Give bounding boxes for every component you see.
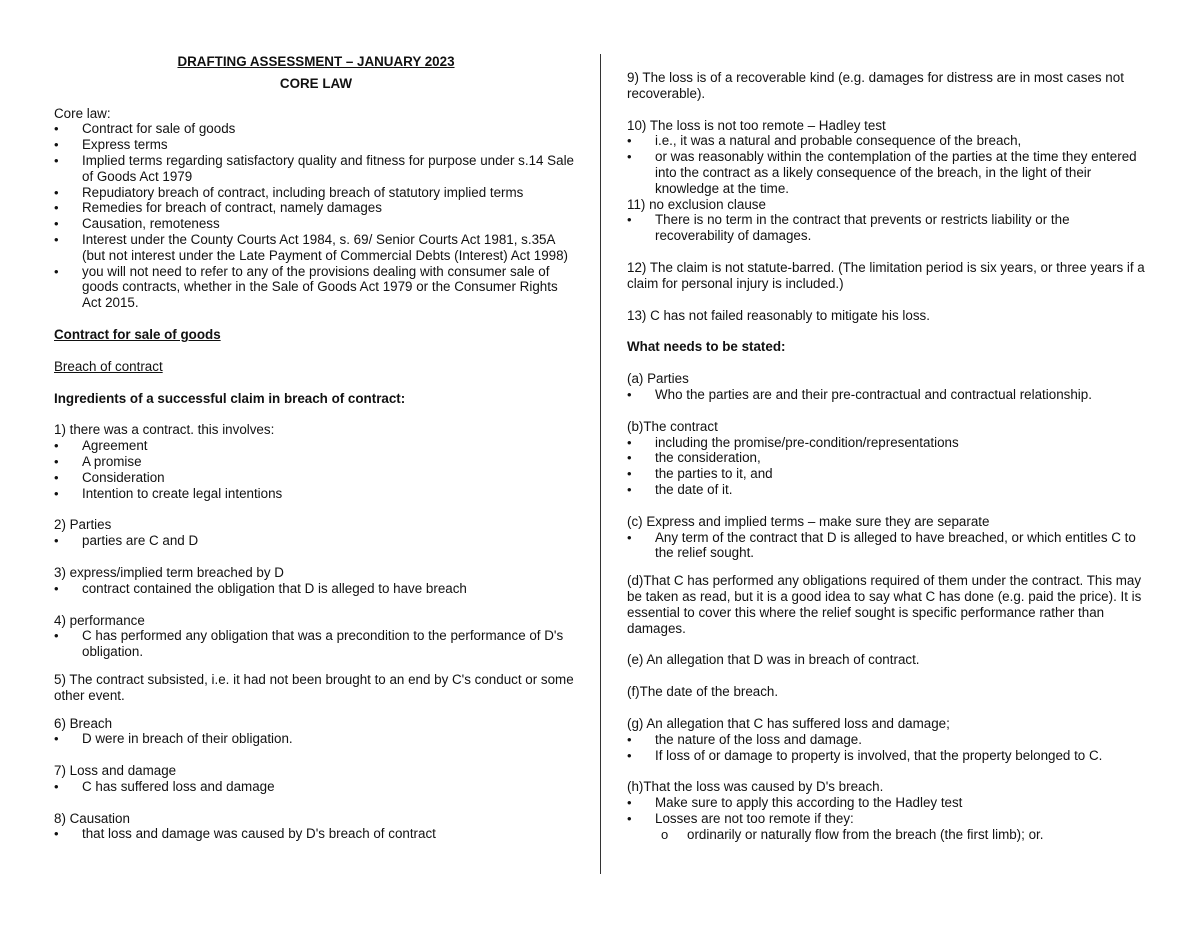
ingredient-3: 3) express/implied term breached by D xyxy=(54,564,284,580)
ingredient-7: 7) Loss and damage xyxy=(54,763,177,779)
list-item: • the consideration, xyxy=(627,450,1149,466)
ingredient-13: 13) C has not failed reasonably to mitigate his loss. xyxy=(627,307,930,323)
section-heading-breach: Breach of contract xyxy=(54,358,163,374)
ingredient-6: 6) Breach xyxy=(54,715,113,731)
list-item: • Contract for sale of goods xyxy=(54,121,578,137)
ingredient-1-list xyxy=(54,438,578,501)
list-item: • Remedies for breach of contract, namely damages xyxy=(54,200,578,216)
ingredient-2: 2) Parties xyxy=(54,517,112,533)
ingredient-7-list xyxy=(54,779,578,795)
section-heading-contract: Contract for sale of goods xyxy=(54,326,221,342)
stated-a-list xyxy=(627,387,1149,403)
ingredient-4: 4) performance xyxy=(54,612,145,628)
list-item: • the date of it. xyxy=(627,482,1149,498)
stated-b: (b)The contract xyxy=(627,418,718,434)
list-item: • D were in breach of their obligation. xyxy=(54,731,578,747)
list-item: • If loss of or damage to property is involved, that the property belonged to C. xyxy=(627,748,1149,764)
list-item: • Implied terms regarding satisfactory quality and fitness for purpose under s.14 Sale of Goods Act 1979 xyxy=(54,153,578,185)
ingredient-5: 5) The contract subsisted, i.e. it had not been brought to an end by C's conduct or some other event. xyxy=(54,671,574,703)
ingredient-3-list xyxy=(54,581,578,597)
ingredient-1: 1) there was a contract. this involves: xyxy=(54,422,275,438)
document-subtitle: CORE LAW xyxy=(279,75,353,91)
list-item: • that loss and damage was caused by D's breach of contract xyxy=(54,826,578,842)
section-heading-ingredients: Ingredients of a successful claim in breach of contract: xyxy=(54,390,406,406)
list-item: • There is no term in the contract that prevents or restricts liability or the recoverability of damages. xyxy=(627,212,1149,244)
ingredient-2-list xyxy=(54,533,578,549)
list-item: • the parties to it, and xyxy=(627,466,1149,482)
list-item: • Interest under the County Courts Act 1984, s. 69/ Senior Courts Act 1981, s.35A (but not interest under the Late Payment of Commercial Debts (Interest) Act 1998) xyxy=(54,232,578,264)
ingredient-10: 10) The loss is not too remote – Hadley test xyxy=(627,117,886,133)
ingredient-11-list xyxy=(627,212,1149,244)
stated-g: (g) An allegation that C has suffered loss and damage; xyxy=(627,715,950,731)
ingredient-8: 8) Causation xyxy=(54,810,130,826)
list-item: • i.e., it was a natural and probable consequence of the breach, xyxy=(627,133,1149,149)
stated-h: (h)That the loss was caused by D's breach. xyxy=(627,779,884,795)
document-title: DRAFTING ASSESSMENT – JANUARY 2023 xyxy=(177,54,455,69)
sub-list-item: o ordinarily or naturally flow from the breach (the first limb); or. xyxy=(627,827,1149,843)
ingredient-12: 12) The claim is not statute-barred. (The limitation period is six years, or three years if a claim for personal injury is included.) xyxy=(627,259,1145,291)
left-column xyxy=(54,54,578,842)
column-divider xyxy=(600,54,601,874)
ingredient-6-list xyxy=(54,731,578,747)
list-item: • Express terms xyxy=(54,137,578,153)
list-item: • Consideration xyxy=(54,470,578,486)
list-item: • you will not need to refer to any of the provisions dealing with consumer sale of goods contracts, whether in the Sale of Goods Act 1979 or the Consumer Rights Act 2015. xyxy=(54,264,578,311)
ingredient-4-list xyxy=(54,628,578,660)
list-item: • or was reasonably within the contemplation of the parties at the time they entered into the contract as a likely consequence of the breach, in the light of their knowledge at the time. xyxy=(627,149,1149,196)
core-law-list xyxy=(54,121,578,311)
stated-e: (e) An allegation that D was in breach of contract. xyxy=(627,652,920,668)
list-item: • contract contained the obligation that D is alleged to have breach xyxy=(54,581,578,597)
list-item: • including the promise/pre-condition/representations xyxy=(627,435,1149,451)
list-item: • Any term of the contract that D is alleged to have breached, or which entitles C to the relief sought. xyxy=(627,530,1149,562)
stated-d: (d)That C has performed any obligations required of them under the contract. This may be taken as read, but it is a good idea to say what C has done (e.g. paid the price). It is essential to cover this where the relief sought is specific performance rather than damages. xyxy=(627,573,1142,636)
stated-b-list xyxy=(627,435,1149,498)
list-item: • Who the parties are and their pre-contractual and contractual relationship. xyxy=(627,387,1149,403)
list-item: • C has performed any obligation that was a precondition to the performance of D's obligation. xyxy=(54,628,578,660)
ingredient-10-list xyxy=(627,133,1149,196)
list-item: • the nature of the loss and damage. xyxy=(627,732,1149,748)
stated-h-list xyxy=(627,795,1149,842)
list-item: • C has suffered loss and damage xyxy=(54,779,578,795)
stated-g-list xyxy=(627,732,1149,764)
list-item: • parties are C and D xyxy=(54,533,578,549)
core-law-label: Core law: xyxy=(54,105,111,121)
list-item: • Make sure to apply this according to the Hadley test xyxy=(627,795,1149,811)
stated-f: (f)The date of the breach. xyxy=(627,684,779,700)
stated-c: (c) Express and implied terms – make sure they are separate xyxy=(627,513,990,529)
list-item: • Losses are not too remote if they: xyxy=(627,811,1149,827)
ingredient-11: 11) no exclusion clause xyxy=(627,196,766,212)
stated-c-list xyxy=(627,530,1149,562)
list-item: • Agreement xyxy=(54,438,578,454)
list-item: • Causation, remoteness xyxy=(54,216,578,232)
list-item: • Intention to create legal intentions xyxy=(54,486,578,502)
list-item: • Repudiatory breach of contract, including breach of statutory implied terms xyxy=(54,185,578,201)
ingredient-9: 9) The loss is of a recoverable kind (e.g. damages for distress are in most cases not recoverable). xyxy=(627,70,1124,101)
list-item: • A promise xyxy=(54,454,578,470)
section-heading-stated: What needs to be stated: xyxy=(627,339,786,355)
stated-a: (a) Parties xyxy=(627,371,689,387)
right-column xyxy=(627,70,1149,842)
ingredient-8-list xyxy=(54,826,578,842)
